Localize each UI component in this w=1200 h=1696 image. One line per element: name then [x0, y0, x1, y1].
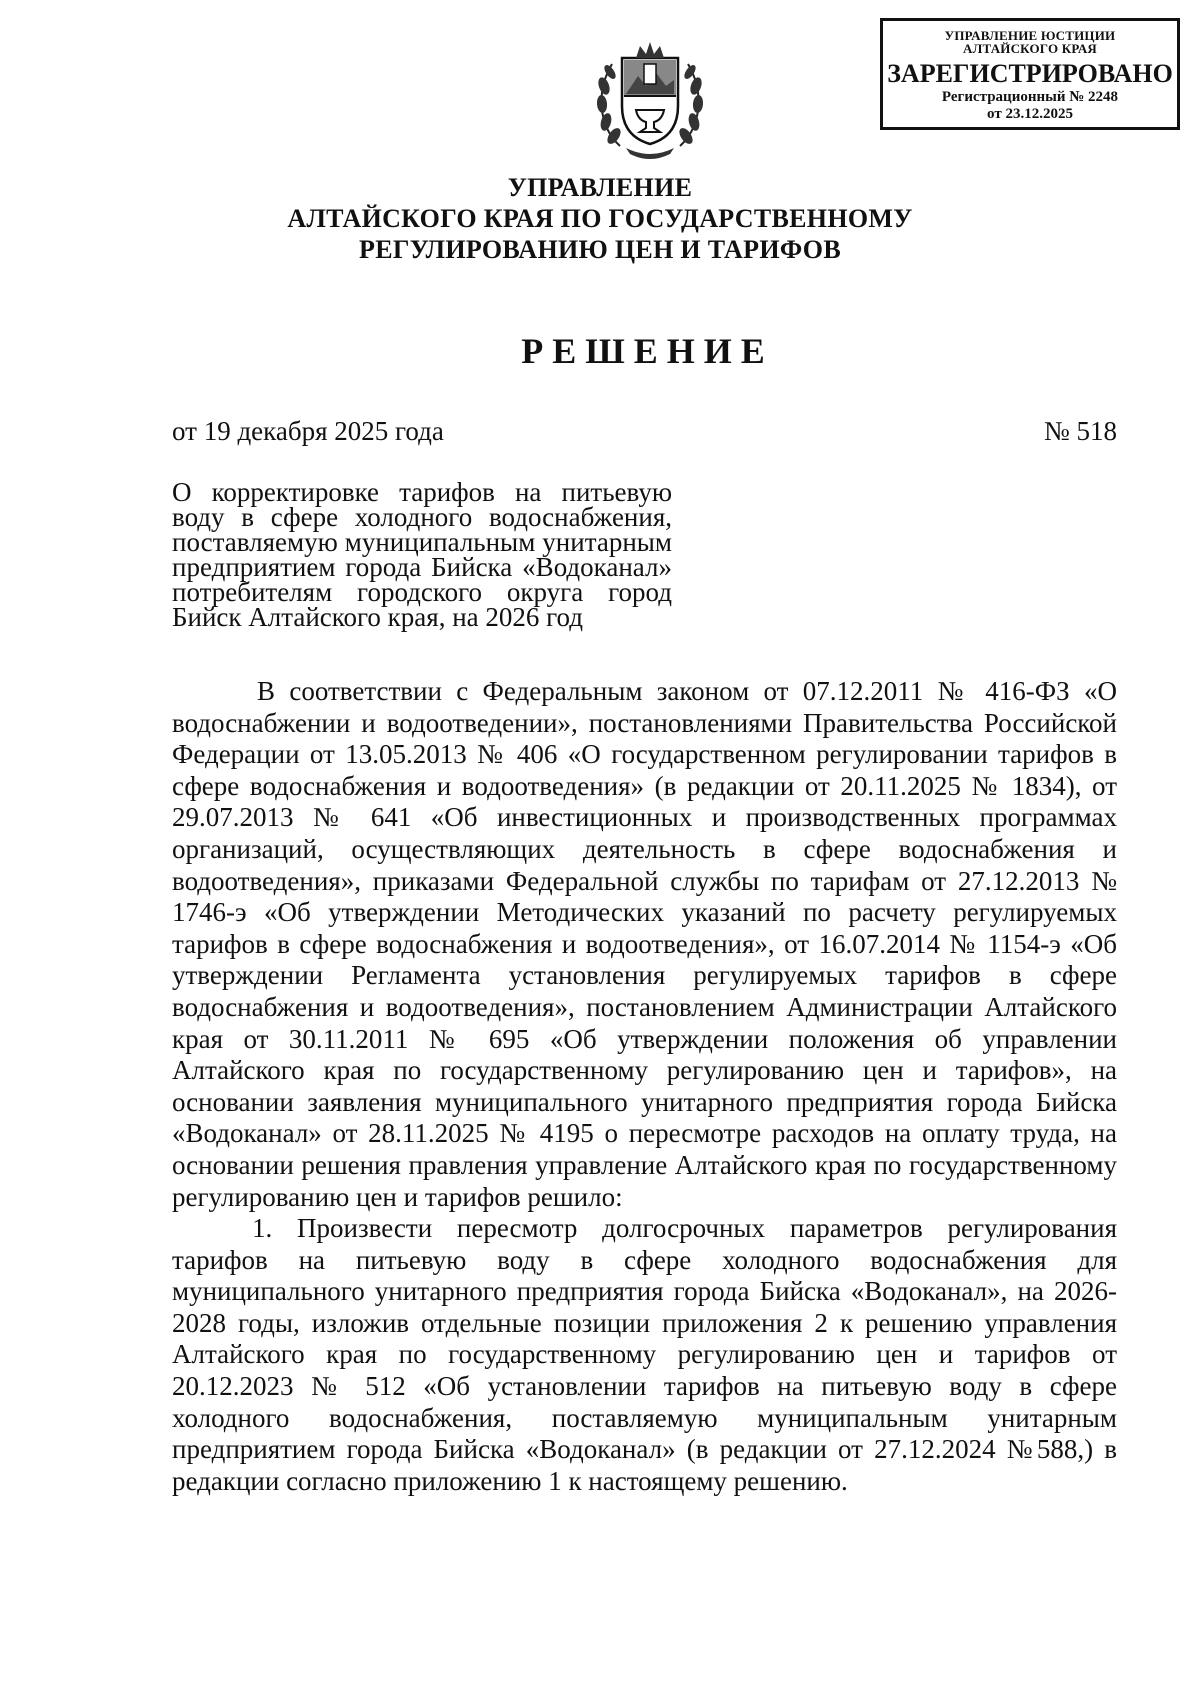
header-line1: УПРАВЛЕНИЕ [507, 173, 693, 202]
document-subject: О корректировке тарифов на питьевую воду в сфере холодного водоснабжения, поставляемую муниципальным унитарным предприятием города Бийска «Водоканал» потребителям городского округа город Бийск Алтайского края, на 2026 год [172, 477, 672, 632]
document-body [172, 676, 1117, 1497]
stamp-reg-date: от 23.12.2025 [987, 106, 1073, 122]
authority-header [0, 172, 1200, 265]
registration-stamp [880, 18, 1180, 130]
document-number: № 518 [1043, 416, 1117, 446]
stamp-org-line1: УПРАВЛЕНИЕ ЮСТИЦИИ [944, 28, 1116, 43]
stamp-status: ЗАРЕГИСТРИРОВАНО [887, 59, 1173, 88]
document-date: от 19 декабря 2025 года [172, 416, 444, 446]
date-number-line [172, 416, 1117, 447]
coat-of-arms-icon [590, 36, 710, 166]
preamble-paragraph: В соответствии с Федеральным законом от 07.12.2011 № 416-ФЗ «О водоснабжении и водоотведении», постановлениями Правительства Российской Федерации от 13.05.2013 № 406 «О государственном регулировании тарифов в сфере водоснабжения и водоотведения» (в редакции от 20.11.2025 № 1834), от 29.07.2013 № 641 «Об инвестиционных и производственных программах организаций, осуществляющих деятельность в сфере водоснабжения и водоотведения», приказами Федеральной службы по тарифам от 27.12.2013 № 1746-э «Об утверждении Методических указаний по расчету регулируемых тарифов в сфере водоснабжения и водоотведения», от 16.07.2014 № 1154-э «Об утверждении Регламента установления регулируемых тарифов в сфере водоснабжения и водоотведения», постановлением Администрации Алтайского края от 30.11.2011 № 695 «Об утверждении положения об управлении Алтайского края по государственному регулированию цен и тарифов», на основании заявления муниципального унитарного предприятия города Бийска «Водоканал» от 28.11.2025 № 4195 о пересмотре расходов на оплату труда, на основании решения правления управление Алтайского края по государственному регулированию цен и тарифов решило: [172, 676, 1117, 1212]
stamp-org-line2: АЛТАЙСКОГО КРАЯ [963, 41, 1097, 56]
document-title: РЕШЕНИЕ [521, 331, 774, 371]
item-1-paragraph: 1. Произвести пересмотр долгосрочных параметров регулирования тарифов на питьевую воду в сфере холодного водоснабжения для муниципального унитарного предприятия города Бийска «Водоканал», на 2026-2028 годы, изложив отдельные позиции приложения 2 к решению управления Алтайского края по государственному регулированию цен и тарифов от 20.12.2023 № 512 «Об установлении тарифов на питьевую воду в сфере холодного водоснабжения, поставляемую муниципальным унитарным предприятием города Бийска «Водоканал» (в редакции от 27.12.2024 №588,) в редакции согласно приложению 1 к настоящему решению. [172, 1213, 1117, 1496]
header-line2: АЛТАЙСКОГО КРАЯ ПО ГОСУДАРСТВЕННОМУ [287, 204, 913, 233]
stamp-reg-number: Регистрационный № 2248 [941, 89, 1119, 105]
header-line3: РЕГУЛИРОВАНИЮ ЦЕН И ТАРИФОВ [359, 235, 841, 264]
